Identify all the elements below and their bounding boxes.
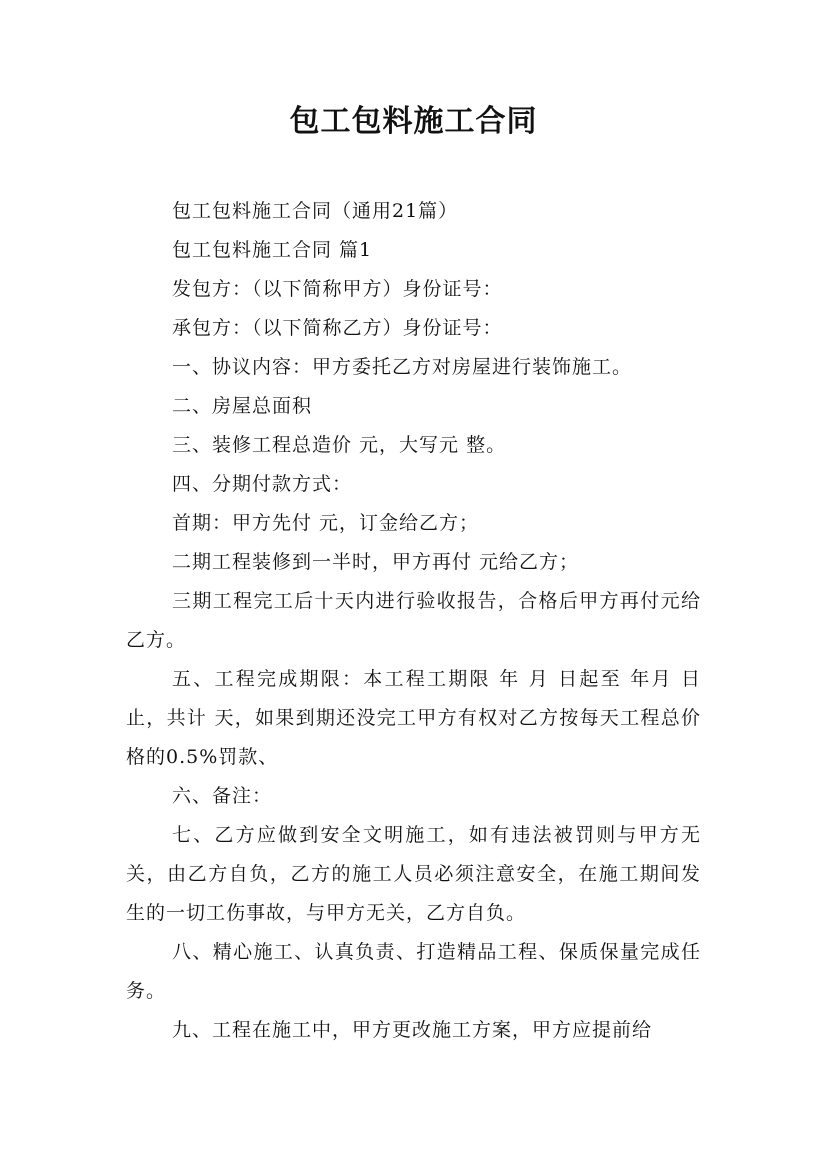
paragraph-clause-4: 四、分期付款方式： (172, 473, 353, 495)
paragraph-payment-second: 二期工程装修到一半时，甲方再付 元给乙方； (172, 551, 580, 573)
paragraph-clause-1: 一、协议内容：甲方委托乙方对房屋进行装饰施工。 (172, 356, 633, 378)
paragraph-clause-6: 六、备注： (172, 785, 273, 807)
paragraph-party-b: 承包方：（以下简称乙方）身份证号： (172, 317, 503, 339)
paragraph-payment-first: 首期：甲方先付 元，订金给乙方； (172, 512, 480, 534)
paragraph-heading-article1: 包工包料施工合同 篇1 (172, 239, 373, 261)
paragraph-payment-third: 三期工程完工后十天内进行验收报告，合格后甲方再付元给乙方。 (126, 590, 701, 651)
paragraph-clause-8: 八、精心施工、认真负责、打造精品工程、保质保量完成任务。 (126, 941, 701, 1002)
paragraph-clause-3: 三、装修工程总造价 元，大写元 整。 (172, 434, 507, 456)
document-body (126, 192, 701, 1050)
document-title: 包工包料施工合同 (289, 104, 538, 139)
paragraph-clause-9: 九、工程在施工中，甲方更改施工方案，甲方应提前给 (172, 1019, 653, 1041)
paragraph-heading-general: 包工包料施工合同（通用21篇） (172, 200, 459, 222)
paragraph-party-a: 发包方：（以下简称甲方）身份证号： (172, 278, 503, 300)
paragraph-clause-7: 七、乙方应做到安全文明施工，如有违法被罚则与甲方无关，由乙方自负，乙方的施工人员必须注意安全，在施工期间发生的一切工伤事故，与甲方无关，乙方自负。 (126, 824, 701, 924)
paragraph-clause-5: 五、工程完成期限：本工程工期限 年 月 日起至 年月 日止，共计 天，如果到期还没完工甲方有权对乙方按每天工程总价格的0.5%罚款、 (126, 668, 701, 768)
paragraph-clause-2: 二、房屋总面积 (172, 395, 313, 417)
